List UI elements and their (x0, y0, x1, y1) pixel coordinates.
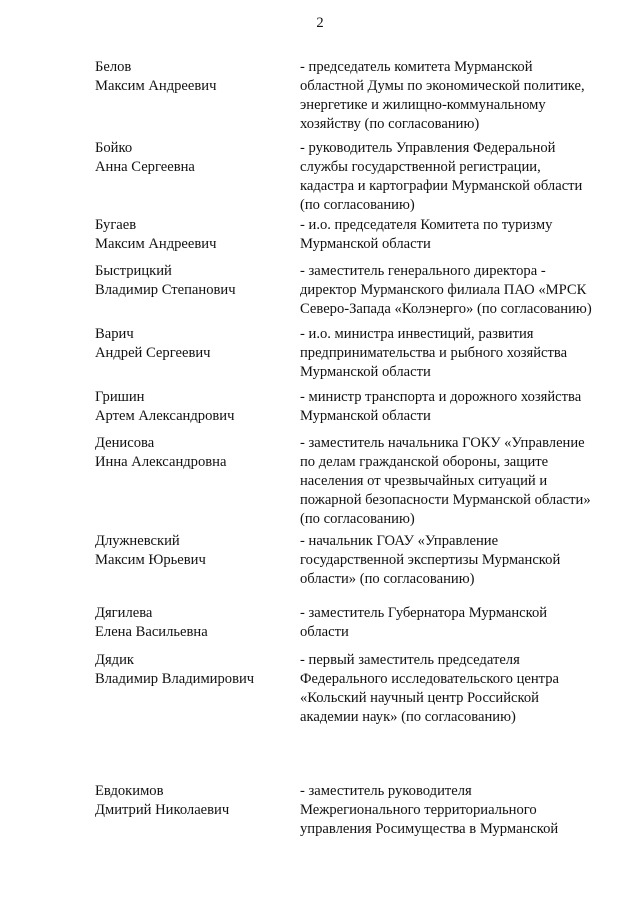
position-line: пожарной безопасности Мурманской области» (300, 492, 591, 508)
position-line: области» (по согласованию) (300, 571, 475, 587)
member-surname: Дядик (95, 652, 134, 668)
position-line: - заместитель генерального директора - (300, 263, 546, 279)
position-line: по делам гражданской обороны, защите (300, 454, 549, 470)
position-line: Мурманской области (300, 408, 431, 424)
member-surname: Бугаев (95, 217, 137, 233)
position-line: Северо-Запада «Колэнерго» (по согласованию) (300, 301, 592, 317)
member-position (300, 216, 615, 254)
position-line: - и.о. председателя Комитета по туризму (300, 217, 553, 233)
member-surname: Длужневский (95, 533, 180, 549)
member-position (300, 782, 615, 839)
position-line: населения от чрезвычайных ситуаций и (300, 473, 548, 489)
position-line: - заместитель начальника ГОКУ «Управление (300, 435, 585, 451)
member-position (300, 325, 615, 382)
position-line: - заместитель Губернатора Мурманской (300, 605, 548, 621)
position-line: (по согласованию) (300, 511, 415, 527)
position-line: Мурманской области (300, 236, 431, 252)
position-line: - председатель комитета Мурманской (300, 59, 533, 75)
member-surname: Бойко (95, 140, 133, 156)
member-surname: Варич (95, 326, 134, 342)
member-given-names: Максим Андреевич (95, 236, 217, 252)
member-surname: Белов (95, 59, 132, 75)
position-line: - начальник ГОАУ «Управление (300, 533, 499, 549)
position-line: государственной экспертизы Мурманской (300, 552, 561, 568)
position-line: энергетике и жилищно-коммунальному (300, 97, 546, 113)
position-line: управления Росимущества в Мурманской (300, 821, 559, 837)
position-line: - министр транспорта и дорожного хозяйства (300, 389, 582, 405)
member-name (95, 139, 295, 177)
member-name (95, 434, 295, 472)
page-number: 2 (316, 15, 324, 31)
position-line: директор Мурманского филиала ПАО «МРСК (300, 282, 587, 298)
position-line: хозяйству (по согласованию) (300, 116, 480, 132)
member-position (300, 604, 615, 642)
member-name (95, 604, 295, 642)
position-line: академии наук» (по согласованию) (300, 709, 516, 725)
member-given-names: Максим Юрьевич (95, 552, 206, 568)
member-surname: Евдокимов (95, 783, 164, 799)
member-position (300, 532, 615, 589)
member-given-names: Инна Александровна (95, 454, 227, 470)
member-given-names: Максим Андреевич (95, 78, 217, 94)
member-surname: Гришин (95, 389, 145, 405)
member-name (95, 782, 295, 820)
member-name (95, 388, 295, 426)
position-line: Межрегионального территориального (300, 802, 537, 818)
member-position (300, 388, 615, 426)
member-name (95, 651, 295, 689)
member-name (95, 262, 295, 300)
member-given-names: Елена Васильевна (95, 624, 208, 640)
member-given-names: Владимир Степанович (95, 282, 236, 298)
position-line: Федерального исследовательского центра (300, 671, 559, 687)
member-surname: Дягилева (95, 605, 153, 621)
member-name (95, 58, 295, 96)
member-surname: Быстрицкий (95, 263, 172, 279)
position-line: области (300, 624, 349, 640)
member-position (300, 58, 615, 134)
position-line: предпринимательства и рыбного хозяйства (300, 345, 568, 361)
position-line: областной Думы по экономической политике, (300, 78, 585, 94)
position-line: - первый заместитель председателя (300, 652, 520, 668)
position-line: Мурманской области (300, 364, 431, 380)
position-line: - руководитель Управления Федеральной (300, 140, 556, 156)
member-name (95, 216, 295, 254)
member-name (95, 532, 295, 570)
member-given-names: Анна Сергеевна (95, 159, 195, 175)
member-position (300, 651, 615, 727)
position-line: - заместитель руководителя (300, 783, 472, 799)
member-name (95, 325, 295, 363)
member-position (300, 262, 615, 319)
member-given-names: Артем Александрович (95, 408, 235, 424)
member-given-names: Андрей Сергеевич (95, 345, 211, 361)
position-line: кадастра и картографии Мурманской области (300, 178, 583, 194)
position-line: службы государственной регистрации, (300, 159, 541, 175)
member-position (300, 139, 615, 215)
member-given-names: Дмитрий Николаевич (95, 802, 230, 818)
member-position (300, 434, 615, 529)
member-surname: Денисова (95, 435, 155, 451)
position-line: (по согласованию) (300, 197, 415, 213)
position-line: «Кольский научный центр Российской (300, 690, 539, 706)
position-line: - и.о. министра инвестиций, развития (300, 326, 534, 342)
member-given-names: Владимир Владимирович (95, 671, 255, 687)
